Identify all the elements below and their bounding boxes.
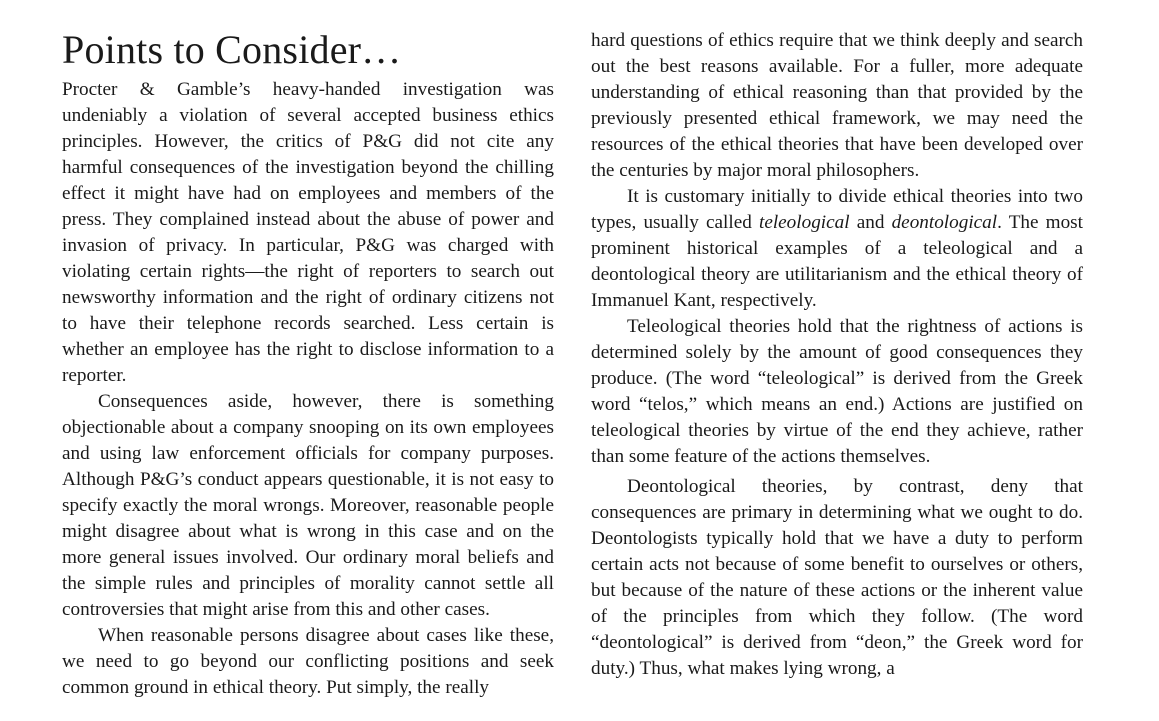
left-column [62, 0, 554, 701]
right-column [591, 0, 1083, 682]
paragraph-3: When reasonable persons disagree about cases like these, we need to go beyond our conflicting positions and seek common ground in ethical theory. Put simply, the really [62, 625, 554, 698]
section-heading: Points to Consider… [62, 27, 402, 72]
paragraph-5-text-c: . The most prominent historical examples of a teleological and a deontological theory are utilitarianism and the ethical theory of Immanuel Kant, respectively. [591, 212, 1083, 311]
paragraph-5-text-a: It is customary initially to divide ethical theories into two types, usually called [591, 186, 1083, 233]
paragraph-5-text-b: and [849, 212, 892, 233]
term-deontological: deontological [891, 212, 998, 233]
paragraph-2: Consequences aside, however, there is something objectionable about a company snooping on its own employees and using law enforcement officials for company purposes. Although P&G’s conduct appears questionable, it is not easy to specify exactly the moral wrongs. Moreover, reasonable people might disagree about what is wrong in this case and on the more general issues involved. Our ordinary moral beliefs and the simple rules and principles of morality cannot settle all controversies that might arise from this and other cases. [62, 391, 554, 620]
paragraph-6: Teleological theories hold that the rightness of actions is determined solely by the amount of good consequences they produce. (The word “teleological” is derived from the Greek word “telos,” which means an end.) Actions are justified on teleological theories by virtue of the end they achieve, rather than some feature of the actions themselves. [591, 316, 1083, 467]
paragraph-4: hard questions of ethics require that we think deeply and search out the best reasons available. For a fuller, more adequate understanding of ethical reasoning than that provided by the previously presented ethical framework, we may need the resources of the ethical theories that have been developed over the centuries by major moral philosophers. [591, 30, 1083, 181]
paragraph-5 [591, 184, 1083, 314]
paragraph-7: Deontological theories, by contrast, deny that consequences are primary in determining what we ought to do. Deontologists typically hold that we have a duty to perform certain acts not because of some benefit to ourselves or others, but because of the nature of these actions or the inherent value of the principles from which they follow. (The word “deontological” is derived from “deon,” the Greek word for duty.) Thus, what makes lying wrong, a [591, 476, 1083, 679]
term-teleological: teleological [758, 212, 850, 233]
paragraph-1: Procter & Gamble’s heavy-handed investigation was undeniably a violation of several accepted business ethics principles. However, the critics of P&G did not cite any harmful consequences of the investigation beyond the chilling effect it might have had on employees and members of the press. They complained instead about the abuse of power and invasion of privacy. In particular, P&G was charged with violating certain rights—the right of reporters to search out newsworthy information and the right of ordinary citizens not to have their telephone records searched. Less certain is whether an employee has the right to disclose information to a reporter. [62, 79, 554, 386]
